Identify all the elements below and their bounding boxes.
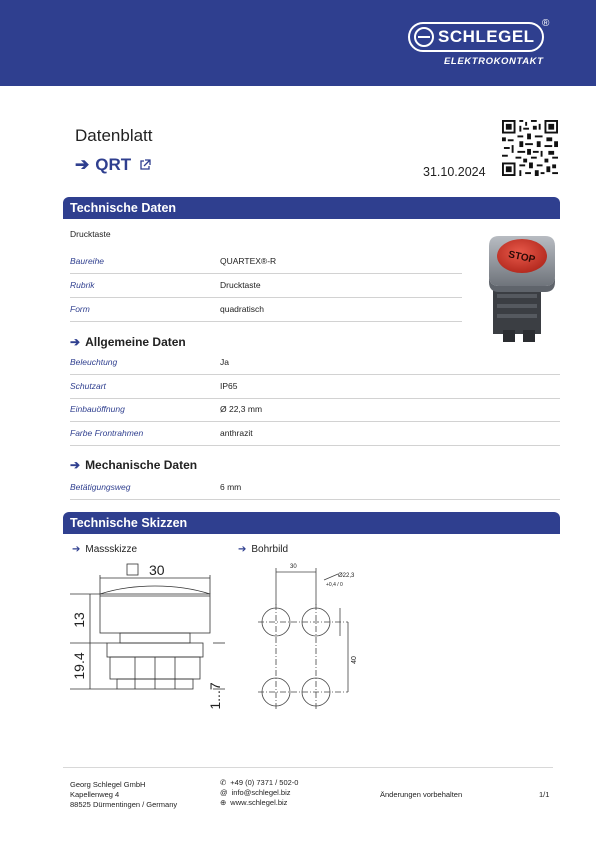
product-type: Drucktaste — [70, 229, 111, 239]
spec-label: Rubrik — [70, 280, 95, 290]
spec-value: 6 mm — [220, 482, 242, 492]
spec-value: QUARTEX®-R — [220, 256, 277, 266]
spec-row-farbe-frontrahmen — [70, 422, 560, 446]
company-street: Kapellenweg 4 — [70, 790, 120, 799]
spec-label: Baureihe — [70, 256, 105, 266]
bohrbild-drawing — [248, 560, 378, 720]
spec-row-baureihe — [70, 250, 462, 274]
dim-body: 19.4 — [71, 652, 87, 680]
spec-label: Beleuchtung — [70, 357, 118, 367]
spec-value: IP65 — [220, 381, 238, 391]
massskizze-title: Massskizze — [85, 544, 138, 555]
spec-row-schutzart — [70, 375, 560, 399]
arrow-right-icon: ➔ — [70, 458, 81, 472]
dim-hole: Ø22,3 — [338, 573, 355, 579]
dim-width: 30 — [149, 562, 165, 578]
bohrbild-heading — [238, 544, 288, 555]
company-city: 88525 Dürmentingen / Germany — [70, 800, 178, 809]
spec-value: anthrazit — [220, 428, 253, 438]
web-address: www.schlegel.biz — [230, 798, 288, 807]
dim-tolerance: +0,4 / 0 — [326, 582, 343, 588]
spec-label: Form — [70, 304, 90, 314]
footer-address — [70, 780, 177, 810]
logo-circle-icon — [414, 27, 434, 47]
spec-row-form — [70, 298, 462, 322]
qr-code-icon[interactable] — [502, 120, 558, 176]
spec-label: Einbauöffnung — [70, 404, 125, 414]
massskizze-drawing — [65, 560, 225, 720]
massskizze-heading — [72, 544, 137, 555]
doc-date: 31.10.2024 — [423, 165, 486, 179]
spec-row-betaetigungsweg — [70, 476, 560, 500]
dim-panel: 1...7 — [207, 682, 223, 710]
spec-row-beleuchtung — [70, 351, 560, 375]
page-number: 1/1 — [539, 790, 550, 799]
external-link-icon[interactable] — [139, 159, 151, 171]
spec-value: Drucktaste — [220, 280, 261, 290]
spec-row-rubrik — [70, 274, 462, 298]
section-title: Allgemeine Daten — [85, 335, 186, 349]
globe-icon: ⊕ — [220, 798, 227, 807]
phone-number: +49 (0) 7371 / 502-0 — [230, 778, 299, 787]
schlegel-logo[interactable] — [408, 18, 558, 70]
product-name: QRT — [95, 155, 132, 174]
spec-label: Betätigungsweg — [70, 482, 131, 492]
dim-spacing: 30 — [290, 564, 297, 570]
spec-label: Farbe Frontrahmen — [70, 428, 144, 438]
email-line[interactable] — [220, 788, 298, 798]
spec-label: Schutzart — [70, 381, 106, 391]
spec-value: Ø 22,3 mm — [220, 404, 263, 414]
doc-title: Datenblatt — [75, 126, 153, 145]
logo-word: SCHLEGEL — [438, 27, 535, 46]
bohrbild-title: Bohrbild — [251, 544, 289, 555]
arrow-right-icon: ➔ — [75, 155, 90, 174]
spec-value: quadratisch — [220, 304, 264, 314]
arrow-right-icon: ➔ — [70, 335, 81, 349]
dim-vspacing: 40 — [351, 656, 358, 664]
spec-row-einbauoeffnung — [70, 398, 560, 422]
product-link[interactable] — [75, 155, 151, 175]
section-mechanische-daten — [70, 458, 197, 472]
logo-subtitle: ELEKTROKONTAKT — [444, 56, 544, 67]
phone-line[interactable] — [220, 778, 298, 788]
spec-value: Ja — [220, 357, 229, 367]
email-address: info@schlegel.biz — [231, 788, 291, 797]
section-allgemeine-daten — [70, 335, 186, 349]
section-technische-daten: Technische Daten — [63, 197, 560, 219]
email-icon: @ — [220, 788, 228, 797]
arrow-right-icon: ➔ — [238, 544, 247, 555]
product-image — [483, 232, 559, 344]
section-title: Mechanische Daten — [85, 458, 198, 472]
footer-contact — [220, 778, 298, 808]
company-name: Georg Schlegel GmbH — [70, 780, 146, 789]
dim-top: 13 — [71, 612, 87, 628]
arrow-right-icon: ➔ — [72, 544, 81, 555]
section-technische-skizzen: Technische Skizzen — [63, 512, 560, 534]
footer-divider — [63, 767, 553, 768]
footer-notice: Änderungen vorbehalten — [380, 790, 463, 799]
stop-label: STOP — [507, 249, 537, 266]
phone-icon: ✆ — [220, 778, 227, 787]
logo-registered: ® — [542, 18, 550, 29]
web-line[interactable] — [220, 798, 298, 808]
